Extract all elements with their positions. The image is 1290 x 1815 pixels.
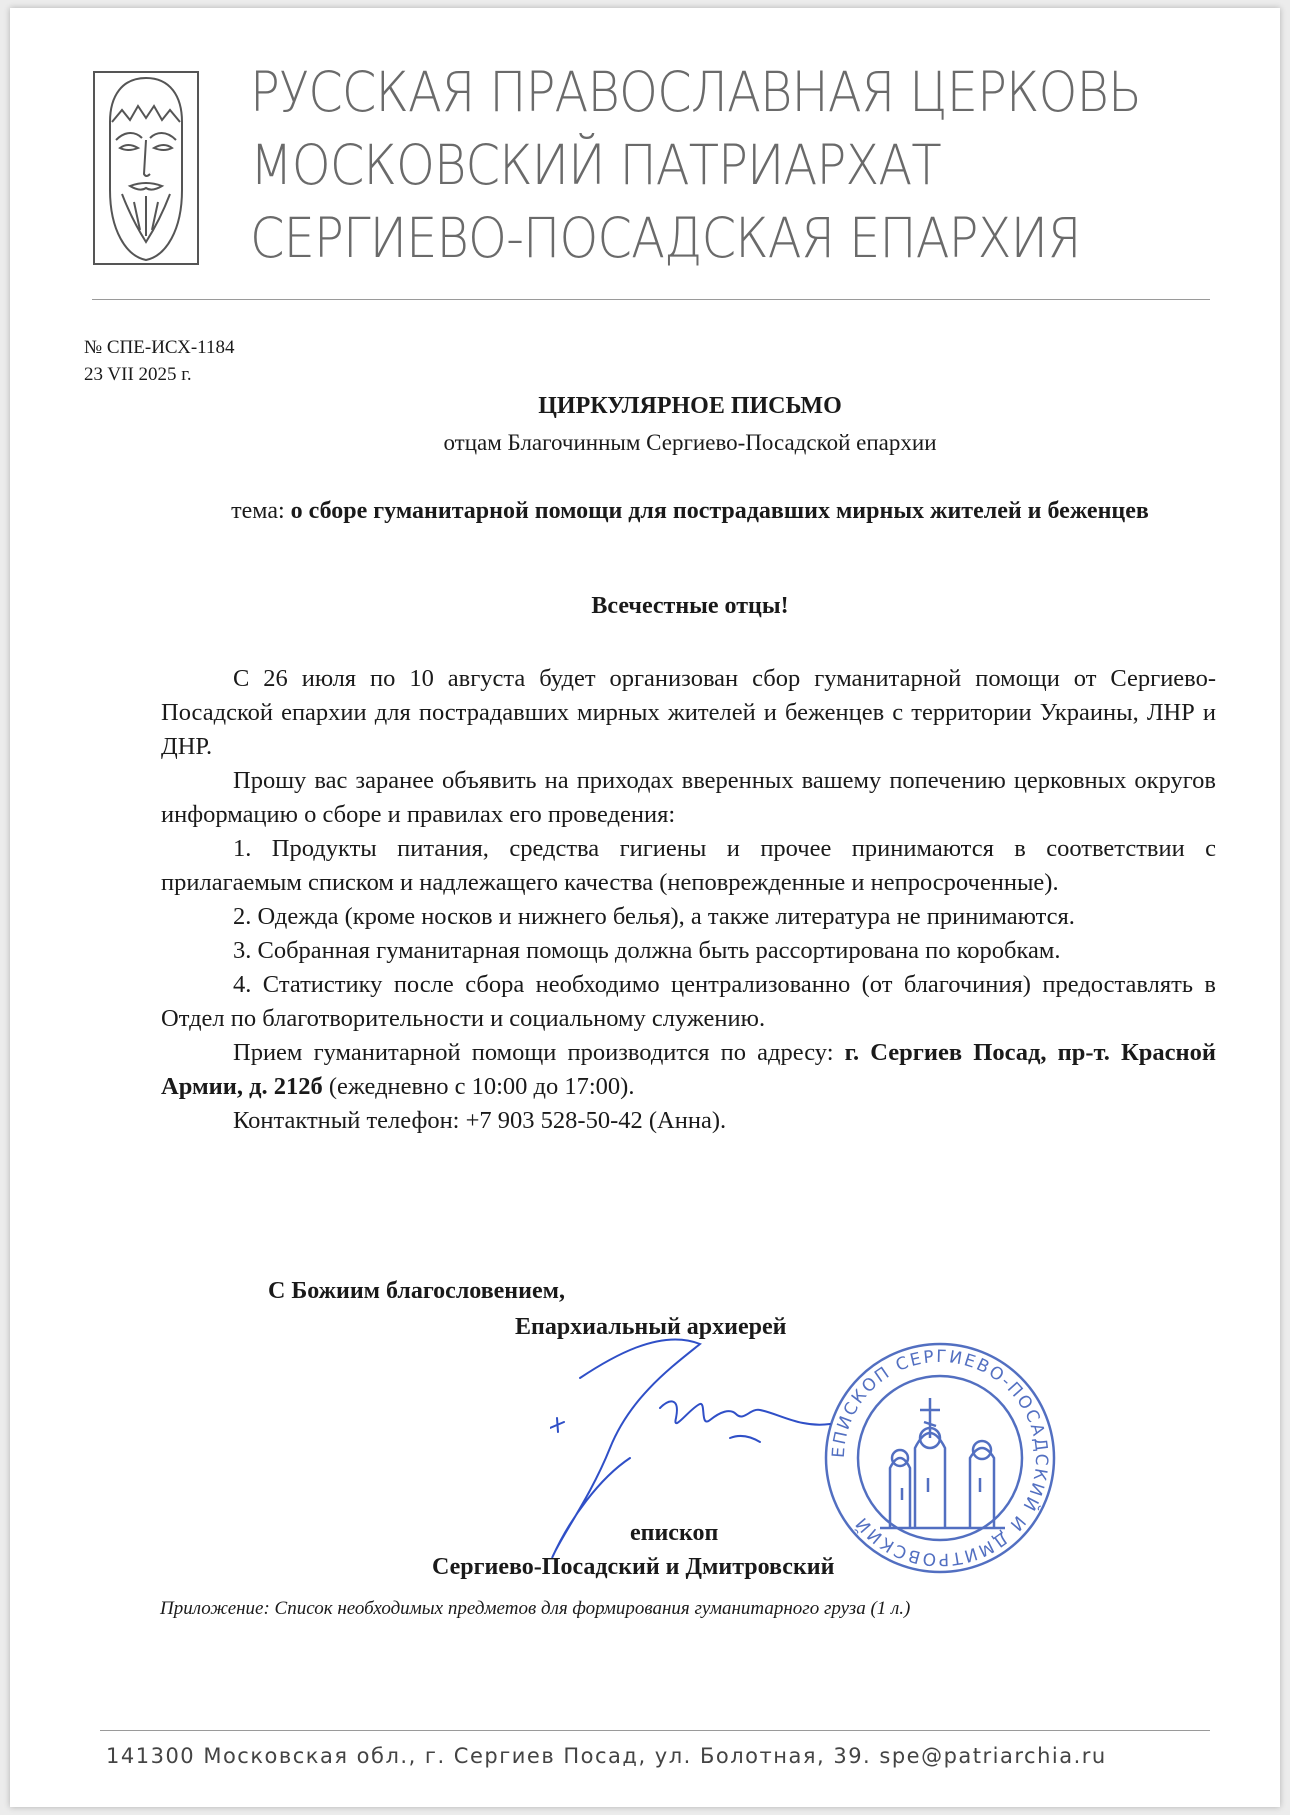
letterhead-line-diocese: СЕРГИЕВО-ПОСАДСКАЯ ЕПАРХИЯ [250,206,1081,270]
footer-divider [100,1730,1210,1731]
subject-text: о сборе гуманитарной помощи для пострадавших мирных жителей и беженцев [290,498,1149,524]
closing-role: Епархиальный архиерей [515,1314,787,1340]
letter-body [161,662,1216,1138]
appendix-note: Приложение: Список необходимых предметов для формирования гуманитарного груза (1 л.) [160,1598,911,1619]
document-addressee: отцам Благочинным Сергиево-Посадской епархии [443,430,937,455]
body-paragraph-2: Прошу вас заранее объявить на приходах вверенных вашему попечению церковных округов информацию о сборе и правилах его проведения: [161,767,1216,828]
rule-item-4: 4. Статистику после сбора необходимо централизованно (от благочиния) предоставлять в Отдел по благотворительности и социальному служению. [161,971,1216,1032]
body-paragraph-1: С 26 июля по 10 августа будет организован сбор гуманитарной помощи от Сергиево-Посадской епархии для пострадавших мирных жителей и беженцев с территории Украины, ЛНР и ДНР. [161,665,1216,760]
letter-page [10,8,1280,1807]
footer-address: 141300 Московская обл., г. Сергиев Посад, ул. Болотная, 39. spe@patriarchia.ru [106,1744,1107,1768]
subject-prefix: тема: [231,498,291,524]
letterhead-line-church: РУССКАЯ ПРАВОСЛАВНАЯ ЦЕРКОВЬ [250,60,1142,124]
letterhead-line-patriarchate: МОСКОВСКИЙ ПАТРИАРХАТ [250,133,941,197]
document-title: ЦИРКУЛЯРНОЕ ПИСЬМО [538,393,842,419]
stamp-ring-text: ЕПИСКОП СЕРГИЕВО-ПОСАДСКИЙ И ДМИТРОВСКИЙ [828,1346,1052,1570]
svg-text:ЕПИСКОП СЕРГИЕВО-ПОСАДСКИЙ И Д [829,1347,1051,1569]
rule-item-2: 2. Одежда (кроме носков и нижнего белья), а также литература не принимаются. [233,903,1075,930]
document-date: 23 VII 2025 г. [84,364,192,385]
rule-item-3: 3. Собранная гуманитарная помощь должна быть рассортирована по коробкам. [233,937,1061,964]
contact-phone: Контактный телефон: +7 903 528-50-42 (Анна). [233,1107,727,1134]
closing-blessing: С Божиим благословением, [268,1278,565,1304]
greeting: Всечестные отцы! [591,593,789,619]
address-suffix: (ежедневно с 10:00 до 17:00). [322,1073,635,1100]
church-stamp-icon [820,1338,1060,1578]
document-subject [120,494,1260,528]
document-reference [84,334,234,388]
letterhead [250,56,1230,275]
address-bold: г. Сергиев Посад, пр-т. Красной Армии, д. 212б [161,1039,1216,1100]
rule-item-1: 1. Продукты питания, средства гигиены и прочее принимаются в соответствии с прилагаемым списком и надлежащего качества (неповрежденные и непросроченные). [161,835,1216,896]
signatory-see: Сергиево-Посадский и Дмитровский [432,1554,835,1580]
address-prefix: Прием гуманитарной помощи производится по адресу: [233,1039,845,1066]
letterhead-divider [92,299,1210,300]
document-number: № СПЕ-ИСХ-1184 [84,337,235,358]
address-paragraph [161,1036,1216,1104]
saint-portrait-icon [92,70,200,266]
signatory-title: епископ [630,1520,719,1546]
